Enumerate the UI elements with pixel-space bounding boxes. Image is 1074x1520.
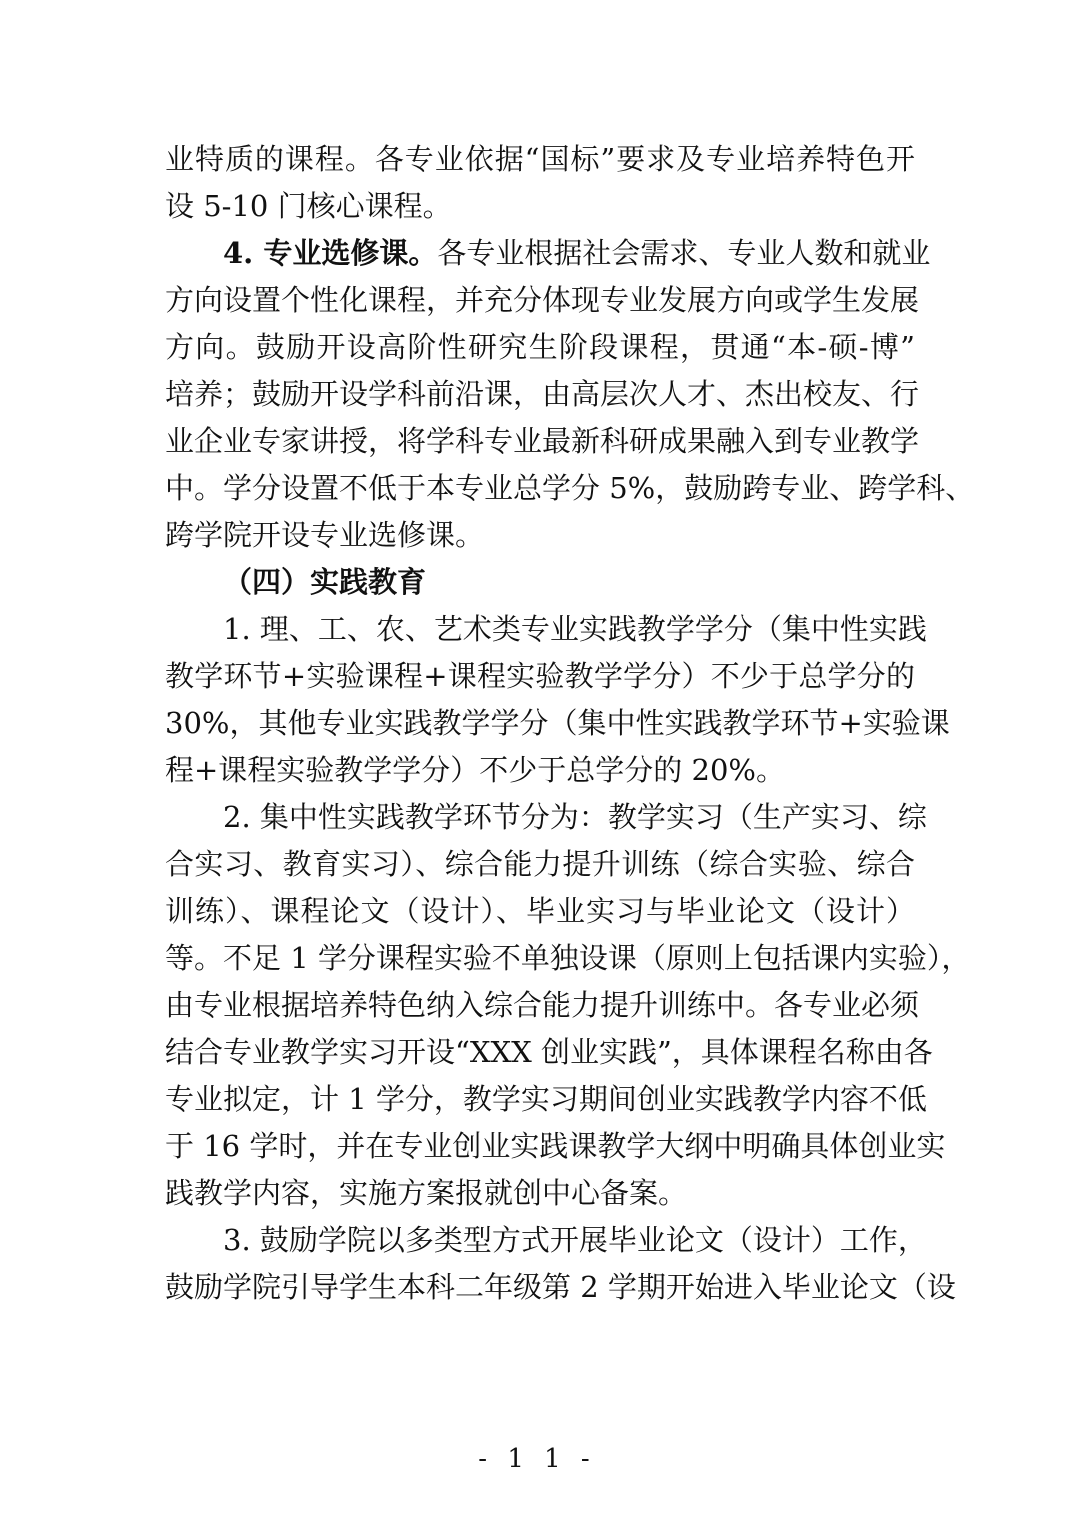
text-line: 合实习、教育实习）、综合能力提升训练（综合实验、综合 <box>165 847 915 881</box>
text-line: 培养；鼓励开设学科前沿课，由高层次人才、杰出校友、行 <box>165 377 920 411</box>
text-line: 训练）、课程论文（设计）、毕业实习与毕业论文（设计） <box>165 894 915 928</box>
text-line: 跨学院开设专业选修课。 <box>165 518 485 552</box>
text-line: 1. 理、工、农、艺术类专业实践教学学分（集中性实践 <box>223 612 927 646</box>
text-line: 30%，其他专业实践教学学分（集中性实践教学环节+实验课 <box>165 706 950 740</box>
text-line: 2. 集中性实践教学环节分为：教学实习（生产实习、综 <box>223 800 927 834</box>
text-line: 中。学分设置不低于本专业总学分 5%，鼓励跨专业、跨学科、 <box>165 471 975 505</box>
paragraph-thesis-work <box>165 1217 956 1311</box>
text-line: 方向。鼓励开设高阶性研究生阶段课程，贯通“本-硕-博” <box>165 330 915 364</box>
text-line: 设 5-10 门核心课程。 <box>165 189 452 223</box>
text-line: 由专业根据培养特色纳入综合能力提升训练中。各专业必须 <box>165 988 920 1022</box>
text-line: 业企业专家讲授，将学科专业最新科研成果融入到专业教学 <box>165 424 920 458</box>
text-line: 结合专业教学实习开设“XXX 创业实践”，具体课程名称由各 <box>165 1035 933 1069</box>
text-line: 教学环节+实验课程+课程实验教学学分）不少于总学分的 <box>165 659 915 693</box>
text-line: 3. 鼓励学院以多类型方式开展毕业论文（设计）工作， <box>223 1223 927 1257</box>
text-line-rest: 各专业根据社会需求、专业人数和就业 <box>437 236 931 270</box>
text-line: 践教学内容，实施方案报就创中心备案。 <box>165 1176 688 1210</box>
text-line: 业特质的课程。各专业依据“国标”要求及专业培养特色开 <box>165 142 915 176</box>
page-number: - 1 1 - <box>478 1444 596 1474</box>
paragraph-elective-courses <box>165 230 975 559</box>
text-line: 于 16 学时，并在专业创业实践课教学大纲中明确具体创业实 <box>165 1129 946 1163</box>
item-title-elective-courses: 4. 专业选修课。 <box>223 236 438 270</box>
paragraph-practice-credits <box>165 606 950 794</box>
paragraph-core-courses-end <box>165 136 915 230</box>
text-line: 程+课程实验教学学分）不少于总学分的 20%。 <box>165 753 785 787</box>
text-line: 专业拟定，计 1 学分，教学实习期间创业实践教学内容不低 <box>165 1082 927 1116</box>
text-line <box>165 230 931 277</box>
text-line: 等。不足 1 学分课程实验不单独设课（原则上包括课内实验）， <box>165 941 971 975</box>
paragraph-centralized-practice <box>165 794 971 1217</box>
section-heading-practice-education: （四）实践教育 <box>223 565 427 599</box>
document-body <box>165 136 975 1311</box>
text-line: 方向设置个性化课程，并充分体现专业发展方向或学生发展 <box>165 283 920 317</box>
text-line: 鼓励学院引导学生本科二年级第 2 学期开始进入毕业论文（设 <box>165 1270 956 1304</box>
